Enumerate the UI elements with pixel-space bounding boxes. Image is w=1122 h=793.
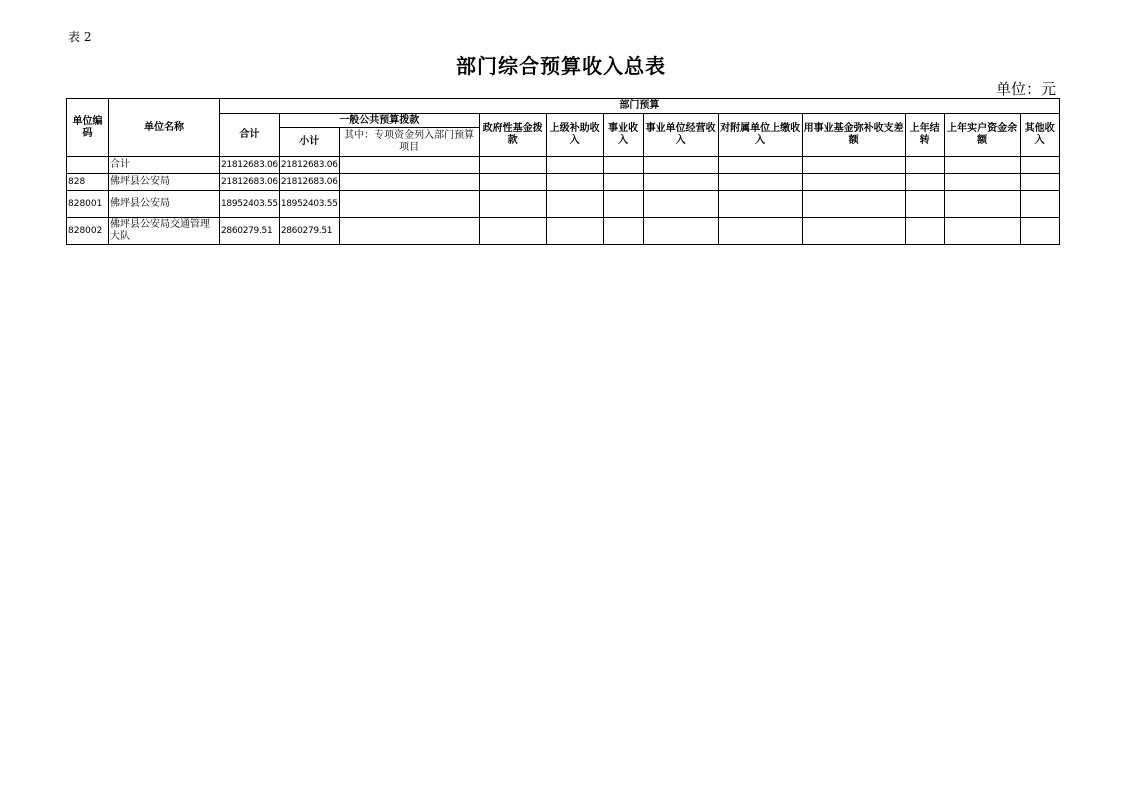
cell-code: 828001 xyxy=(67,191,109,218)
cell-empty xyxy=(339,174,479,191)
header-business-operation: 事业单位经营收入 xyxy=(643,114,718,157)
table-number-label: 表 2 xyxy=(68,30,92,44)
cell-name: 佛坪县公安局 xyxy=(109,174,220,191)
cell-empty xyxy=(718,218,802,245)
budget-income-table xyxy=(66,98,1060,245)
header-special-funds: 其中：专项资金列入部门预算项目 xyxy=(339,128,479,157)
cell-empty xyxy=(339,157,479,174)
cell-empty xyxy=(944,174,1020,191)
cell-empty xyxy=(1020,218,1059,245)
table-row xyxy=(67,191,1060,218)
cell-empty xyxy=(1020,174,1059,191)
cell-empty xyxy=(802,218,905,245)
cell-empty xyxy=(718,157,802,174)
cell-empty xyxy=(643,174,718,191)
cell-empty xyxy=(905,218,944,245)
table-row xyxy=(67,157,1060,174)
cell-code: 828002 xyxy=(67,218,109,245)
cell-empty xyxy=(905,157,944,174)
cell-empty xyxy=(802,157,905,174)
cell-empty xyxy=(1020,191,1059,218)
cell-empty xyxy=(603,174,643,191)
cell-empty xyxy=(339,218,479,245)
cell-name: 佛坪县公安局交通管理大队 xyxy=(109,218,220,245)
cell-empty xyxy=(643,218,718,245)
cell-empty xyxy=(546,174,603,191)
cell-name: 合计 xyxy=(109,157,220,174)
cell-empty xyxy=(905,174,944,191)
cell-empty xyxy=(546,191,603,218)
cell-empty xyxy=(546,157,603,174)
cell-empty xyxy=(603,157,643,174)
header-dept-budget: 部门预算 xyxy=(220,99,1060,114)
cell-empty xyxy=(944,157,1020,174)
header-superior-subsidy: 上级补助收入 xyxy=(546,114,603,157)
cell-name: 佛坪县公安局 xyxy=(109,191,220,218)
table-row xyxy=(67,174,1060,191)
cell-code xyxy=(67,157,109,174)
header-general-public-budget: 一般公共预算拨款 xyxy=(279,114,479,128)
header-gov-fund: 政府性基金拨款 xyxy=(479,114,546,157)
cell-empty xyxy=(479,174,546,191)
cell-total: 18952403.55 xyxy=(220,191,280,218)
cell-empty xyxy=(1020,157,1059,174)
cell-total: 21812683.06 xyxy=(220,157,280,174)
cell-subtotal: 18952403.55 xyxy=(279,191,339,218)
header-other-income: 其他收入 xyxy=(1020,114,1059,157)
cell-empty xyxy=(479,157,546,174)
cell-empty xyxy=(643,157,718,174)
cell-empty xyxy=(802,174,905,191)
header-fund-offset: 用事业基金弥补收支差额 xyxy=(802,114,905,157)
header-carryover: 上年结转 xyxy=(905,114,944,157)
page-title: 部门综合预算收入总表 xyxy=(456,54,666,78)
cell-empty xyxy=(802,191,905,218)
cell-empty xyxy=(944,218,1020,245)
cell-empty xyxy=(643,191,718,218)
cell-empty xyxy=(603,218,643,245)
cell-subtotal: 2860279.51 xyxy=(279,218,339,245)
table-row xyxy=(67,218,1060,245)
header-affiliated-income: 对附属单位上缴收入 xyxy=(718,114,802,157)
cell-subtotal: 21812683.06 xyxy=(279,157,339,174)
cell-empty xyxy=(479,191,546,218)
cell-empty xyxy=(546,218,603,245)
cell-subtotal: 21812683.06 xyxy=(279,174,339,191)
header-unit-code: 单位编码 xyxy=(67,99,109,157)
cell-total: 2860279.51 xyxy=(220,218,280,245)
cell-empty xyxy=(944,191,1020,218)
cell-empty xyxy=(479,218,546,245)
header-balance: 上年实户资金余额 xyxy=(944,114,1020,157)
cell-empty xyxy=(718,191,802,218)
cell-empty xyxy=(603,191,643,218)
cell-code: 828 xyxy=(67,174,109,191)
header-unit-name: 单位名称 xyxy=(109,99,220,157)
cell-total: 21812683.06 xyxy=(220,174,280,191)
cell-empty xyxy=(339,191,479,218)
cell-empty xyxy=(718,174,802,191)
header-total: 合计 xyxy=(220,114,280,157)
header-business-income: 事业收入 xyxy=(603,114,643,157)
header-subtotal: 小计 xyxy=(279,128,339,157)
cell-empty xyxy=(905,191,944,218)
unit-label: 单位：元 xyxy=(995,80,1056,98)
